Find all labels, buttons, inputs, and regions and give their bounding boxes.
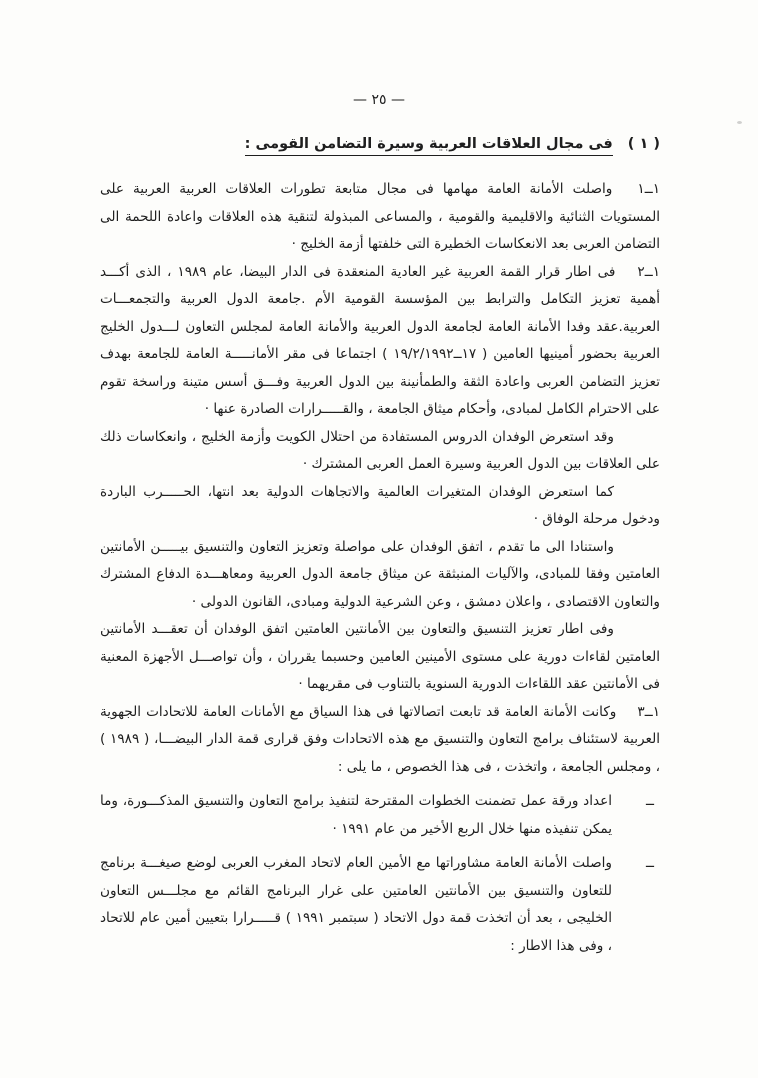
paragraph-text: وفى اطار تعزيز التنسيق والتعاون بين الأمانتين العامتين اتفق الوفدان أن تعقـــد الأمانتين العامتين لقاءات دورية على مستوى الأمينين العامين وحسبما يقرران ، وأن تواصـــل الأجهزة المعنية فى الأمانتين عقد اللقاءات الدورية السنوية بالتناوب فى مقريهما · [100,621,660,692]
dash-bullet-icon: ــ [646,855,654,871]
indented-paragraph-global-changes [100,479,660,534]
paragraph-text: وقد استعرض الوفدان الدروس المستفادة من احتلال الكويت وأزمة الخليج ، وانعكاسات ذلك على العلاقات بين الدول العربية وسيرة العمل العربى المشترك · [100,428,660,472]
paragraph-text: واصلت الأمانة العامة مهامها فى مجال متابعة تطورات العلاقات العربية العربية على المستويات الثنائية والاقليمية والقومية ، والمساعى المبذولة لتنقية هذه العلاقات واعادة اللحمة الى التضامن العربى بعد الانعكاسات الخطيرة التى خلفتها أزمة الخليج · [100,181,660,252]
indented-paragraph-agreement [100,534,660,617]
paragraph-1-3 [100,699,660,782]
dash-bullet-icon: ــ [646,793,654,809]
document-body [100,176,660,960]
indented-paragraph-lessons [100,424,660,479]
paragraph-number: ١ــ٣ [637,703,660,720]
indented-paragraph-periodic-meetings [100,616,660,699]
scan-artifact-speck [737,121,742,124]
dash-item-text: واصلت الأمانة العامة مشاوراتها مع الأمين العام لاتحاد المغرب العربى لوضع صيغـــة برنامج للتعاون والتنسيق بين الأمانتين العامتين على غرار البرنامج القائم مع مجلـــس التعاون الخليجى ، بعد أن اتخذت قمة دول الاتحاد ( سبتمبر ١٩٩١ ) قـــــرارا بتعيين أمين عام للاتحاد ، وفى هذا الاطار : [100,855,612,954]
section-heading-title: فى مجال العلاقات العربية وسيرة التضامن القومى : [245,136,613,156]
dash-list-item [100,788,660,843]
paragraph-1-2 [100,259,660,424]
dash-list-item [100,850,660,960]
section-heading [100,136,660,156]
page-number: — ٢٥ — [353,92,405,108]
dash-item-text: اعداد ورقة عمل تضمنت الخطوات المقترحة لتنفيذ برامج التعاون والتنسيق المذكـــورة، وما يمكن تنفيذه منها خلال الربع الأخير من عام ١٩٩١ · [100,793,612,837]
paragraph-text: كما استعرض الوفدان المتغيرات العالمية والاتجاهات الدولية بعد انتها، الحـــــرب الباردة ودخول مرحلة الوفاق · [100,483,660,527]
paragraph-text: واستنادا الى ما تقدم ، اتفق الوفدان على مواصلة وتعزيز التعاون والتنسيق بيـــــن الأمانتين العامتين وفقا للمبادى، والآليات المنبثقة عن ميثاق جامعة الدول العربية ومعاهـــدة الدفاع المشترك والتعاون الاقتصادى ، واعلان دمشق ، وعن الشرعية الدولية ومبادى، القانون الدولى · [100,538,660,610]
paragraph-1-1 [100,176,660,259]
paragraph-text: وكانت الأمانة العامة قد تابعت اتصالاتها فى هذا السياق مع الأمانات العامة للاتحادات الجهوية العربية لاستئناف برامج التعاون والتنسيق مع هذه الاتحادات وفق قرارى قمة الدار البيضـــا، ( ١٩٨٩ ) ، ومجلس الجامعة ، واتخذت ، فى هذا الخصوص ، ما يلى : [100,703,660,775]
section-heading-index: ( ١ ) [627,136,660,152]
paragraph-text: فى اطار قرار القمة العربية غير العادية المنعقدة فى الدار البيضا، عام ١٩٨٩ ، الذى أكـــد أهمية تعزيز التكامل والترابط بين المؤسسة القومية الأم .جامعة الدول العربية والتجمعـــات العربية.عقد وفدا الأمانة العامة لجامعة الدول العربية والأمانة العامة لمجلس التعاون لـــدول الخليج العربية بحضور أمينيها العامين ( ١٧ــ١٩/٢/١٩٩٢ ) اجتماعا فى مقر الأمانـــــة العامة للجامعة بهدف تعزيز التضامن العربى واعادة الثقة والطمأنينة بين الدول العربية وفـــق أسس متينة وراسخة تقوم على الاحترام الكامل لمبادى، وأحكام ميثاق الجامعة ، والقـــــرارات الصادرة عنها · [100,263,660,417]
paragraph-number: ١ــ٢ [637,263,660,280]
paragraph-number: ١ــ١ [637,181,660,197]
